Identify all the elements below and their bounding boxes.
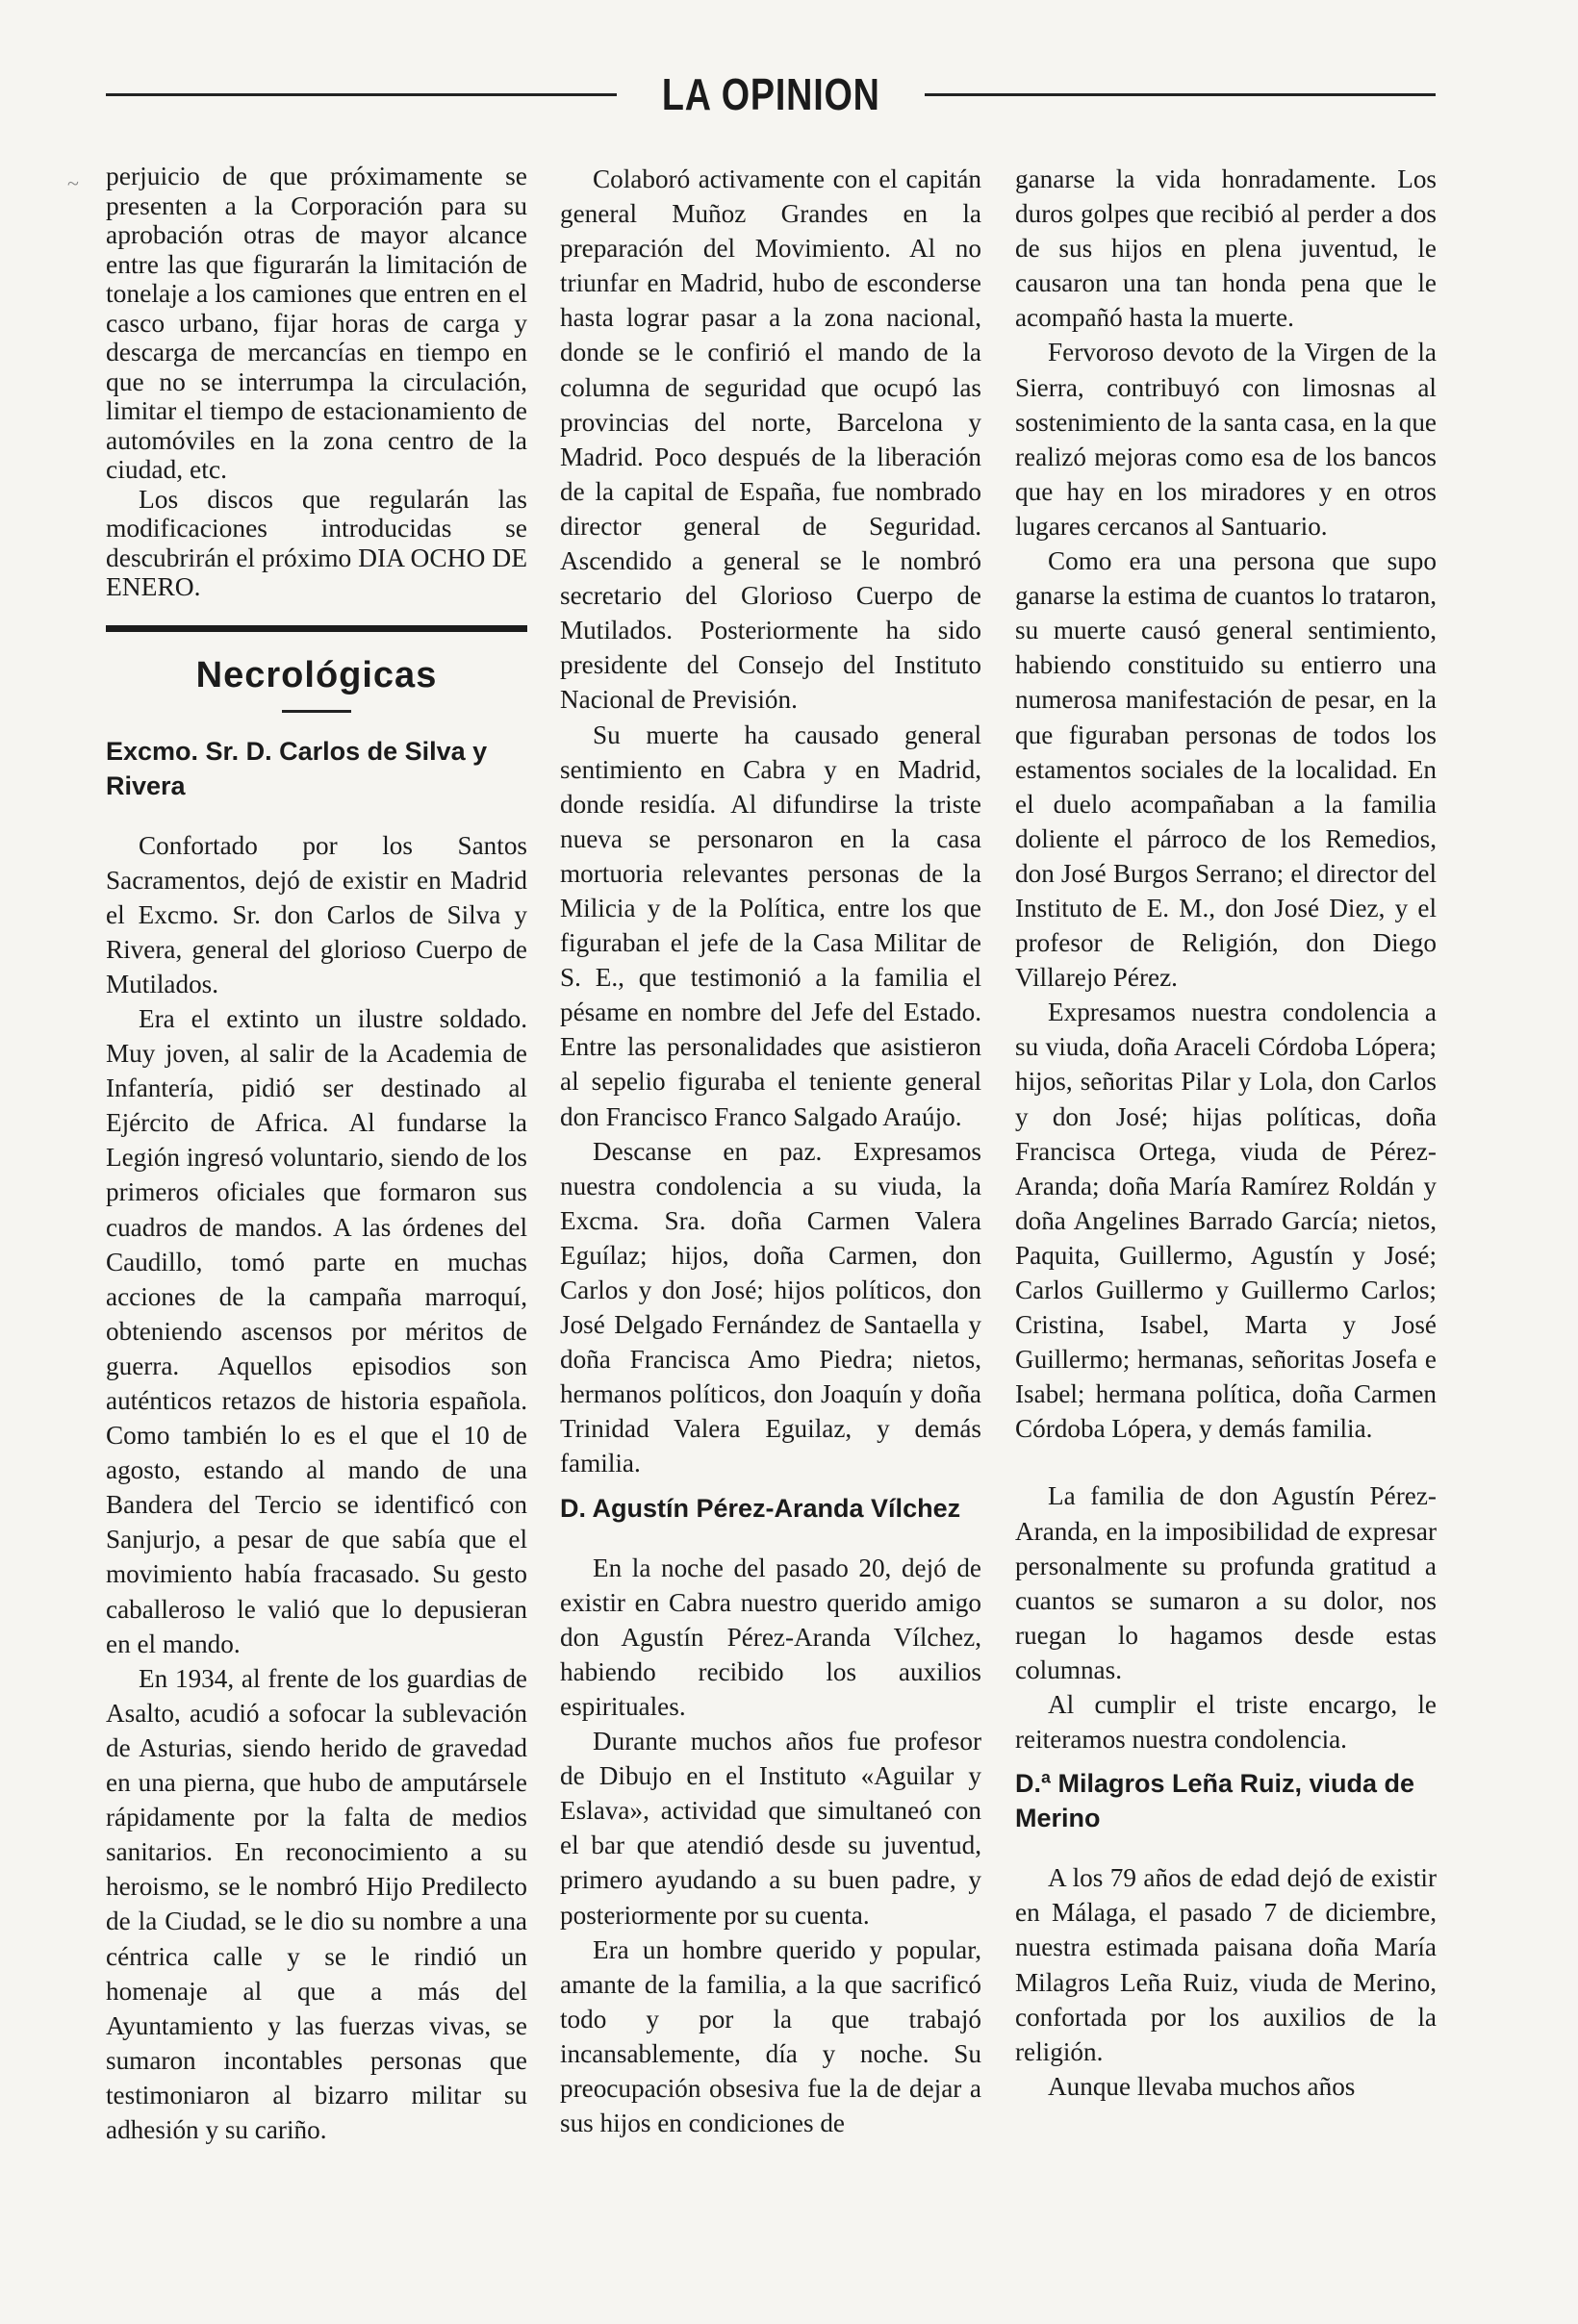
obituary-name: D. Agustín Pérez-Aranda Vílchez xyxy=(560,1493,961,1523)
masthead-title: LA OPINION xyxy=(661,69,880,119)
paragraph: Era un hombre querido y popular, amante de la familia, a la que sacrificó todo y por la que trabajó incansablemente, día y noche. Su preocupación obsesiva fue la de dejar a sus hijos en condiciones de xyxy=(560,1934,981,2138)
spacer xyxy=(1015,1446,1437,1478)
column-2 xyxy=(560,162,981,2297)
paragraph: Los discos que regularán las modificaciones introducidas se descubrirán el próximo DIA OCHO DE ENERO. xyxy=(106,483,527,601)
column-1 xyxy=(106,162,527,2297)
paragraph: En 1934, al frente de los guardias de Asalto, acudió a sofocar la sublevación de Asturias, siendo herido de gravedad en una pierna, que hubo de amputársele rápidamente por la falta de medios sanitarios. En reconocimiento a su heroismo, se le nombró Hijo Predilecto de la Ciudad, se le dio su nombre a una céntrica calle y se le rindió un homenaje al que a más del Ayuntamiento y las fuerzas vivas, se sumaron incontables personas que testimoniaron al bizarro militar su adhesión y su cariño. xyxy=(106,1663,527,2144)
masthead xyxy=(106,65,1436,123)
paragraph: Aunque llevaba muchos años xyxy=(1048,2071,1356,2101)
paragraph: ganarse la vida honradamente. Los duros golpes que recibió al perder a dos de sus hijos en plena juventud, le causaron una tan honda pena que le acompañó hasta la muerte. xyxy=(1015,164,1437,333)
paragraph: Fervoroso devoto de la Virgen de la Sierra, contribuyó con limosnas al sostenimiento de la santa casa, en la que realizó mejoras como esa de los bancos que hay en los miradores y en otros lugares cercanos al Santuario. xyxy=(1015,338,1437,541)
section-heading: Necrológicas xyxy=(195,654,438,695)
paragraph: Colaboró activamente con el capitán general Muñoz Grandes en la preparación del Movimiento. Al no triunfar en Madrid, hubo de esconderse hasta lograr pasar a la zona nacional, donde se le confirió el mando de la columna de seguridad que ocupó las provincias del norte, Barcelona y Madrid. Poco después de la liberación de la capital de España, fue nombrado director general de Seguridad. Ascendido a general se le nombró secretario del Glorioso Cuerpo de Mutilados. Posteriormente ha sido presidente del Consejo del Instituto Nacional de Previsión. xyxy=(560,164,981,715)
paragraph: Expresamos nuestra condolencia a su viuda, doña Araceli Córdoba Lópera; hijos, señoritas Pilar y Lola, don Carlos y don José; hijas políticas, doña Francisca Ortega, viuda de Pérez-Aranda; doña María Ramírez Roldán y doña Angelines Barrado García; nietos, Paquita, Guillermo, Agustín y José; Carlos Guillermo y Guillermo Carlos; Cristina, Isabel, Marta y José Guillermo; hermanas, señoritas Josefa e Isabel; hermana política, doña Carmen Córdoba Lópera, y demás familia. xyxy=(1015,998,1437,1444)
masthead-rule-left xyxy=(106,93,617,96)
paragraph: Como era una persona que supo ganarse la estima de cuantos lo trataron, su muerte causó general sentimiento, habiendo constituido su entierro una numerosa manifestación de pesar, en la que figuraban personas de todos los estamentos sociales de la localidad. En el duelo acompañaban a la familia doliente el párroco de los Remedios, don José Burgos Serrano; el director del Instituto de E. M., don José Diez, y el profesor de Religión, don Diego Villarejo Pérez. xyxy=(1015,546,1437,993)
section-divider xyxy=(106,625,527,632)
column-3 xyxy=(1015,162,1437,2297)
paragraph: perjuicio de que próximamente se presenten a la Corporación para su aprobación otras de mayor alcance entre las que figurarán la limitación de tonelaje a los camiones que entren en el casco urbano, fijar horas de carga y descarga de mercancías en tiempo en que no se interrumpa la circulación, limitar el tiempo de estacionamiento de automóviles en la zona centro de la ciudad, etc. xyxy=(106,162,527,484)
paragraph: A los 79 años de edad dejó de existir en Málaga, el pasado 7 de diciembre, nuestra estimada paisana doña María Milagros Leña Ruiz, viuda de Merino, confortada por los auxilios de la religión. xyxy=(1015,1863,1437,2066)
paragraph: Durante muchos años fue profesor de Dibujo en el Instituto «Aguilar y Eslava», actividad que simultaneó con el bar que atendió desde su juventud, primero ayudando a su buen padre, y posteriormente por su cuenta. xyxy=(560,1727,981,1930)
paragraph: Era el extinto un ilustre soldado. Muy joven, al salir de la Academia de Infantería, pidió ser destinado al Ejército de Africa. Al fundarse la Legión ingresó voluntario, siendo de los primeros oficiales que formaron sus cuadros de mandos. A las órdenes del Caudillo, tomó parte en muchas acciones de la campaña marroquí, obteniendo ascensos por méritos de guerra. Aquellos episodios son auténticos retazos de historia española. Como también lo es el que el 10 de agosto, estando al mando de una Bandera del Tercio se identificó con Sanjurjo, a pesar de que sabía que el movimiento había fracasado. Su gesto caballeroso le valió que lo depusieran en el mando. xyxy=(106,1003,527,1658)
paragraph: Confortado por los Santos Sacramentos, dejó de existir en Madrid el Excmo. Sr. don Carlos de Silva y Rivera, general del glorioso Cuerpo de Mutilados. xyxy=(106,830,527,998)
paragraph: Al cumplir el triste encargo, le reiteramos nuestra condolencia. xyxy=(1015,1690,1437,1755)
paragraph: Su muerte ha causado general sentimiento en Cabra y en Madrid, donde residía. Al difundirse la triste nueva se personaron en la casa mortuoria relevantes personas de la Milicia y de la Política, entre los que figuraban el jefe de la Casa Militar de S. E., que testimonió a la familia el pésame en nombre del Jefe del Estado. Entre las personalidades que asistieron al sepelio figuraba el teniente general don Francisco Franco Salgado Araújo. xyxy=(560,720,981,1131)
obituary-name: D.ª Milagros Leña Ruiz, viuda de Merino xyxy=(1015,1769,1415,1833)
paragraph: En la noche del pasado 20, dejó de existir en Cabra nuestro querido amigo don Agustín Pérez-Aranda Vílchez, habiendo recibido los auxilios espirituales. xyxy=(560,1553,981,1721)
paragraph: Descanse en paz. Expresamos nuestra condolencia a su viuda, la Excma. Sra. doña Carmen Valera Eguílaz; hijos, doña Carmen, don Carlos y don José; hijos políticos, don José Delgado Fernández de Santaella y doña Francisca Amo Piedra; nietos, hermanos políticos, don Joaquín y doña Trinidad Valera Eguilaz, y demás familia. xyxy=(560,1136,981,1478)
heading-underline xyxy=(282,710,351,713)
masthead-rule-right xyxy=(925,93,1436,96)
obituary-name: Excmo. Sr. D. Carlos de Silva y Rivera xyxy=(106,736,488,800)
paragraph: La familia de don Agustín Pérez-Aranda, en la imposibilidad de expresar personalmente su profunda gratitud a cuantos se sumaron a su dolor, nos ruegan lo hagamos desde estas columnas. xyxy=(1015,1481,1437,1684)
margin-mark: ~ xyxy=(67,171,79,195)
